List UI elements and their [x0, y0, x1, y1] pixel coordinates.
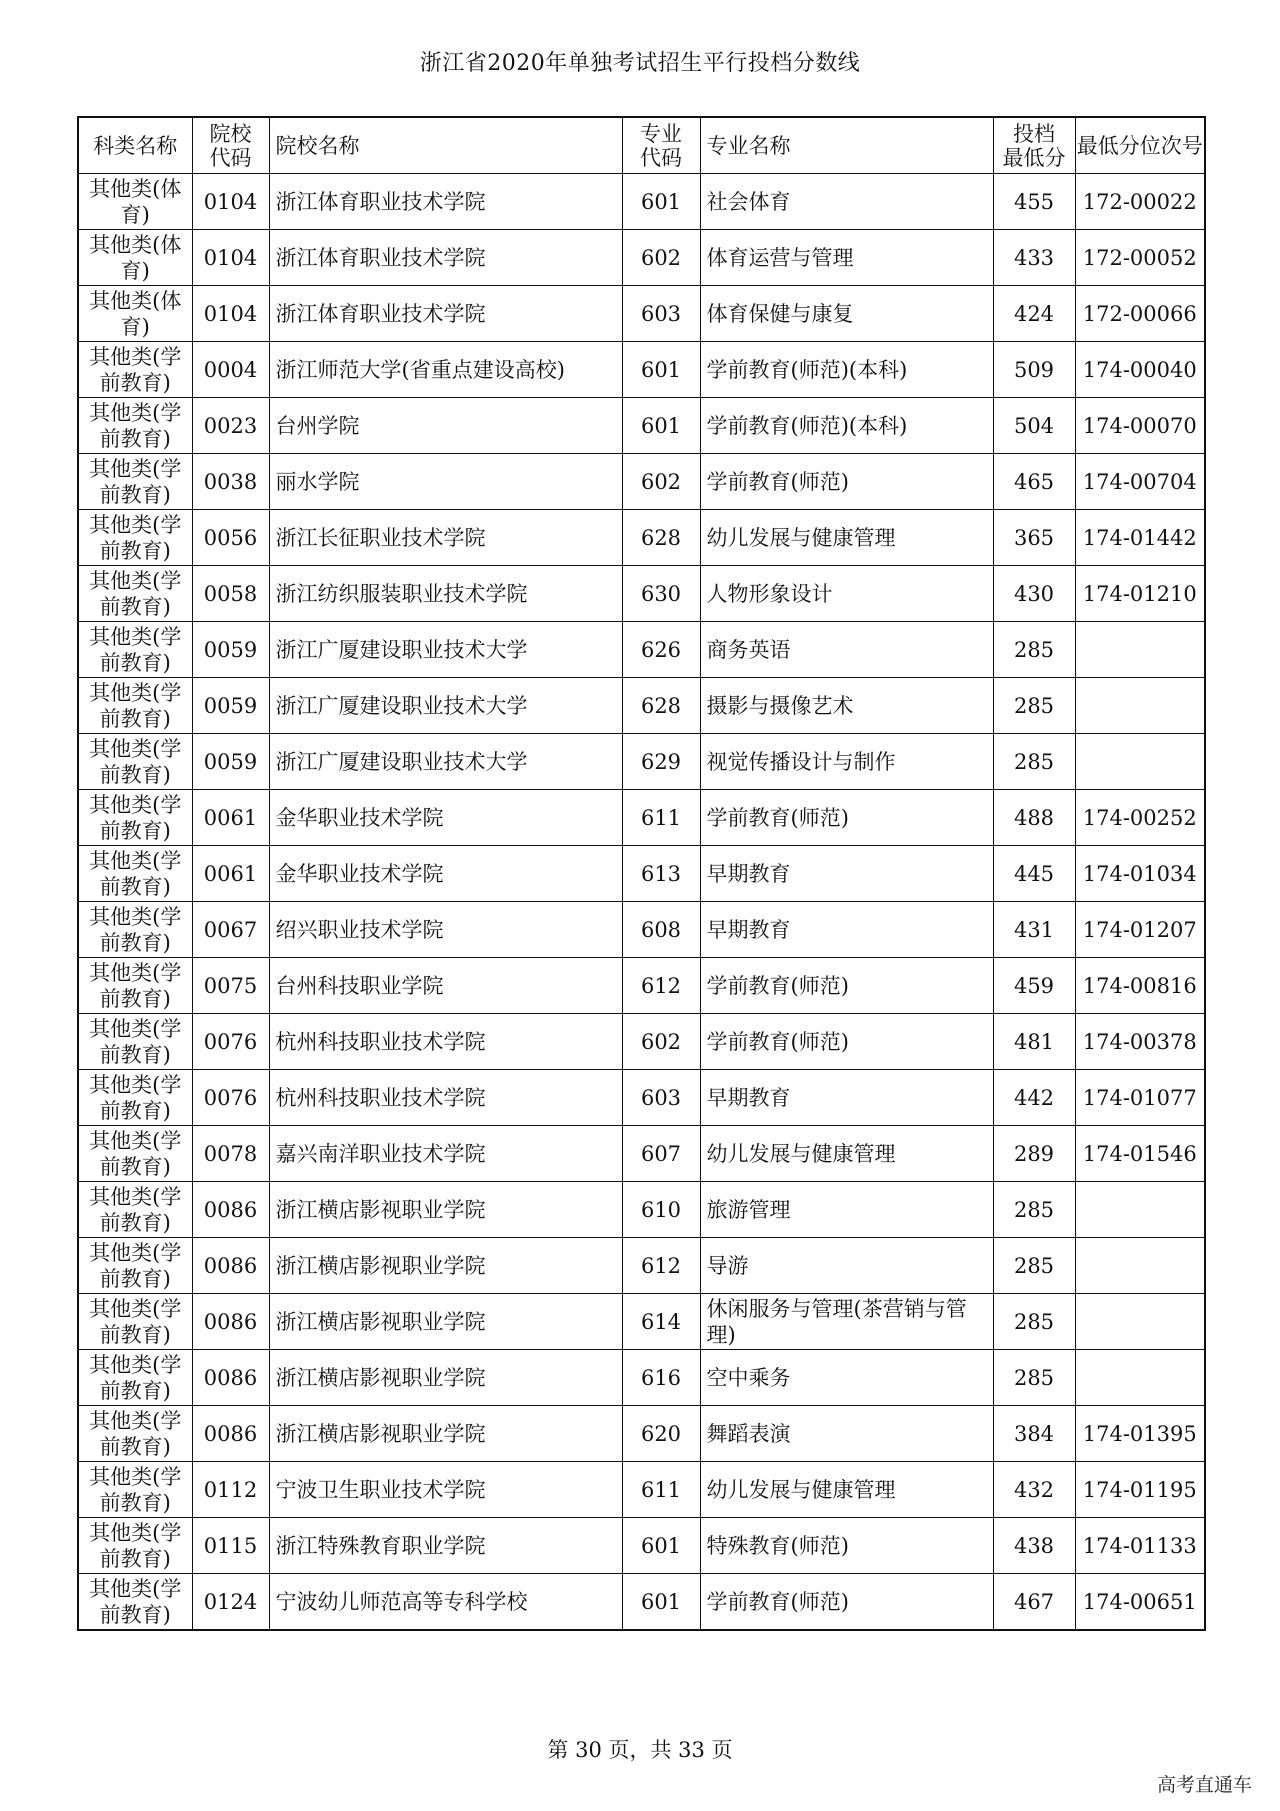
cell-min-rank: [1075, 1238, 1205, 1294]
cell-school-code: 0076: [192, 1014, 269, 1070]
cell-min-rank: 174-01210: [1075, 566, 1205, 622]
cell-min-rank: 172-00022: [1075, 174, 1205, 230]
cell-min-score: 467: [993, 1574, 1075, 1631]
cell-major-name: 舞蹈表演: [700, 1406, 993, 1462]
cell-major-code: 610: [622, 1182, 700, 1238]
cell-min-rank: 174-01442: [1075, 510, 1205, 566]
cell-min-rank: [1075, 1350, 1205, 1406]
cell-school-code: 0023: [192, 398, 269, 454]
table-row: [78, 286, 1205, 342]
cell-category: 其他类(学前教育): [78, 1406, 192, 1462]
cell-category: 其他类(学前教育): [78, 398, 192, 454]
cell-school-code: 0124: [192, 1574, 269, 1631]
cell-school-code: 0086: [192, 1238, 269, 1294]
cell-min-rank: 172-00066: [1075, 286, 1205, 342]
table-row: [78, 958, 1205, 1014]
cell-school-name: 宁波幼儿师范高等专科学校: [269, 1574, 622, 1631]
cell-school-name: 浙江长征职业技术学院: [269, 510, 622, 566]
cell-min-rank: 174-01034: [1075, 846, 1205, 902]
cell-min-score: 285: [993, 678, 1075, 734]
cell-category: 其他类(学前教育): [78, 1238, 192, 1294]
cell-school-code: 0059: [192, 678, 269, 734]
cell-category: 其他类(学前教育): [78, 1126, 192, 1182]
cell-school-code: 0059: [192, 622, 269, 678]
cell-major-code: 629: [622, 734, 700, 790]
cell-min-score: 504: [993, 398, 1075, 454]
cell-school-code: 0086: [192, 1182, 269, 1238]
cell-school-name: 浙江广厦建设职业技术大学: [269, 678, 622, 734]
cell-school-code: 0058: [192, 566, 269, 622]
cell-min-score: 455: [993, 174, 1075, 230]
cell-category: 其他类(学前教育): [78, 1182, 192, 1238]
table-row: [78, 1350, 1205, 1406]
cell-category: 其他类(学前教育): [78, 902, 192, 958]
cell-min-rank: 174-00040: [1075, 342, 1205, 398]
cell-school-name: 浙江横店影视职业学院: [269, 1294, 622, 1350]
cell-major-code: 611: [622, 1462, 700, 1518]
header-school-code: 院校 代码: [192, 117, 269, 174]
cell-major-name: 社会体育: [700, 174, 993, 230]
cell-category: 其他类(体育): [78, 174, 192, 230]
cell-school-code: 0075: [192, 958, 269, 1014]
cell-min-rank: [1075, 1294, 1205, 1350]
table-row: [78, 1126, 1205, 1182]
cell-school-name: 绍兴职业技术学院: [269, 902, 622, 958]
watermark: 高考直通车: [1156, 1774, 1252, 1796]
cell-school-name: 浙江广厦建设职业技术大学: [269, 734, 622, 790]
cell-school-name: 浙江广厦建设职业技术大学: [269, 622, 622, 678]
cell-min-score: 424: [993, 286, 1075, 342]
cell-school-code: 0038: [192, 454, 269, 510]
cell-min-rank: 174-00816: [1075, 958, 1205, 1014]
table-row: [78, 1406, 1205, 1462]
cell-major-name: 学前教育(师范)(本科): [700, 398, 993, 454]
cell-min-score: 438: [993, 1518, 1075, 1574]
table-row: [78, 510, 1205, 566]
cell-school-name: 宁波卫生职业技术学院: [269, 1462, 622, 1518]
cell-school-code: 0076: [192, 1070, 269, 1126]
cell-school-name: 浙江横店影视职业学院: [269, 1182, 622, 1238]
cell-school-name: 浙江体育职业技术学院: [269, 230, 622, 286]
cell-major-code: 611: [622, 790, 700, 846]
table-body: [78, 174, 1205, 1631]
cell-category: 其他类(体育): [78, 286, 192, 342]
cell-min-score: 430: [993, 566, 1075, 622]
table-row: [78, 566, 1205, 622]
table-row: [78, 1462, 1205, 1518]
cell-school-code: 0086: [192, 1294, 269, 1350]
cell-major-name: 幼儿发展与健康管理: [700, 1462, 993, 1518]
cell-school-name: 杭州科技职业技术学院: [269, 1070, 622, 1126]
table-row: [78, 1238, 1205, 1294]
cell-min-rank: 174-00378: [1075, 1014, 1205, 1070]
table-row: [78, 342, 1205, 398]
cell-school-code: 0078: [192, 1126, 269, 1182]
cell-major-name: 学前教育(师范): [700, 1014, 993, 1070]
cell-min-score: 459: [993, 958, 1075, 1014]
cell-school-name: 浙江纺织服装职业技术学院: [269, 566, 622, 622]
cell-school-name: 杭州科技职业技术学院: [269, 1014, 622, 1070]
cell-min-score: 289: [993, 1126, 1075, 1182]
cell-min-rank: 174-00704: [1075, 454, 1205, 510]
cell-category: 其他类(学前教育): [78, 622, 192, 678]
cell-school-code: 0112: [192, 1462, 269, 1518]
cell-major-name: 幼儿发展与健康管理: [700, 1126, 993, 1182]
cell-major-name: 学前教育(师范)(本科): [700, 342, 993, 398]
cell-major-code: 614: [622, 1294, 700, 1350]
cell-major-name: 早期教育: [700, 1070, 993, 1126]
cell-min-score: 285: [993, 1238, 1075, 1294]
cell-min-rank: [1075, 734, 1205, 790]
cell-major-code: 603: [622, 1070, 700, 1126]
table-row: [78, 678, 1205, 734]
cell-category: 其他类(学前教育): [78, 678, 192, 734]
cell-major-name: 导游: [700, 1238, 993, 1294]
table-row: [78, 1070, 1205, 1126]
cell-major-name: 早期教育: [700, 902, 993, 958]
cell-min-rank: 174-01195: [1075, 1462, 1205, 1518]
cell-min-score: 431: [993, 902, 1075, 958]
cell-min-rank: 174-01077: [1075, 1070, 1205, 1126]
cell-min-score: 433: [993, 230, 1075, 286]
cell-category: 其他类(学前教育): [78, 1014, 192, 1070]
cell-major-code: 612: [622, 958, 700, 1014]
cell-min-score: 445: [993, 846, 1075, 902]
cell-major-name: 早期教育: [700, 846, 993, 902]
cell-category: 其他类(学前教育): [78, 1518, 192, 1574]
cell-category: 其他类(学前教育): [78, 846, 192, 902]
cell-category: 其他类(学前教育): [78, 790, 192, 846]
cell-major-code: 616: [622, 1350, 700, 1406]
cell-school-name: 浙江师范大学(省重点建设高校): [269, 342, 622, 398]
cell-min-rank: 174-01207: [1075, 902, 1205, 958]
cell-school-name: 台州学院: [269, 398, 622, 454]
table-row: [78, 734, 1205, 790]
table-row: [78, 230, 1205, 286]
cell-major-code: 628: [622, 678, 700, 734]
cell-major-code: 612: [622, 1238, 700, 1294]
cell-major-code: 628: [622, 510, 700, 566]
cell-category: 其他类(学前教育): [78, 1574, 192, 1631]
cell-min-rank: 172-00052: [1075, 230, 1205, 286]
cell-category: 其他类(体育): [78, 230, 192, 286]
cell-min-rank: [1075, 678, 1205, 734]
cell-school-code: 0104: [192, 230, 269, 286]
cell-major-name: 学前教育(师范): [700, 790, 993, 846]
cell-major-name: 视觉传播设计与制作: [700, 734, 993, 790]
cell-category: 其他类(学前教育): [78, 454, 192, 510]
cell-major-name: 学前教育(师范): [700, 958, 993, 1014]
cell-min-rank: 174-01133: [1075, 1518, 1205, 1574]
table-row: [78, 174, 1205, 230]
cell-school-name: 浙江横店影视职业学院: [269, 1350, 622, 1406]
cell-major-code: 603: [622, 286, 700, 342]
header-major-name: 专业名称: [700, 117, 993, 174]
cell-school-code: 0061: [192, 790, 269, 846]
cell-min-rank: [1075, 622, 1205, 678]
cell-school-code: 0104: [192, 174, 269, 230]
cell-major-name: 学前教育(师范): [700, 1574, 993, 1631]
cell-major-code: 601: [622, 342, 700, 398]
cell-min-rank: 174-00070: [1075, 398, 1205, 454]
cell-major-code: 602: [622, 230, 700, 286]
cell-school-name: 浙江体育职业技术学院: [269, 174, 622, 230]
cell-category: 其他类(学前教育): [78, 1350, 192, 1406]
cell-major-code: 601: [622, 1518, 700, 1574]
cell-min-score: 509: [993, 342, 1075, 398]
cell-min-score: 465: [993, 454, 1075, 510]
cell-school-code: 0115: [192, 1518, 269, 1574]
cell-school-name: 台州科技职业学院: [269, 958, 622, 1014]
cell-major-code: 602: [622, 454, 700, 510]
score-table: [77, 116, 1206, 1631]
table-row: [78, 790, 1205, 846]
table-header-row: [78, 117, 1205, 174]
cell-min-score: 488: [993, 790, 1075, 846]
cell-major-name: 学前教育(师范): [700, 454, 993, 510]
cell-school-name: 金华职业技术学院: [269, 790, 622, 846]
header-category: 科类名称: [78, 117, 192, 174]
cell-min-score: 285: [993, 1182, 1075, 1238]
cell-category: 其他类(学前教育): [78, 1462, 192, 1518]
cell-school-name: 浙江特殊教育职业学院: [269, 1518, 622, 1574]
cell-major-name: 幼儿发展与健康管理: [700, 510, 993, 566]
cell-major-code: 608: [622, 902, 700, 958]
cell-category: 其他类(学前教育): [78, 958, 192, 1014]
table-row: [78, 846, 1205, 902]
table-row: [78, 1294, 1205, 1350]
cell-min-score: 285: [993, 622, 1075, 678]
table-row: [78, 622, 1205, 678]
cell-major-code: 626: [622, 622, 700, 678]
cell-category: 其他类(学前教育): [78, 1294, 192, 1350]
table-row: [78, 1182, 1205, 1238]
cell-major-name: 空中乘务: [700, 1350, 993, 1406]
cell-min-score: 365: [993, 510, 1075, 566]
cell-school-code: 0004: [192, 342, 269, 398]
cell-min-score: 285: [993, 1350, 1075, 1406]
cell-school-name: 金华职业技术学院: [269, 846, 622, 902]
cell-major-code: 601: [622, 1574, 700, 1631]
cell-category: 其他类(学前教育): [78, 566, 192, 622]
cell-school-code: 0086: [192, 1350, 269, 1406]
table-row: [78, 1574, 1205, 1631]
cell-school-name: 浙江横店影视职业学院: [269, 1406, 622, 1462]
table-row: [78, 454, 1205, 510]
cell-school-name: 浙江横店影视职业学院: [269, 1238, 622, 1294]
cell-major-code: 601: [622, 398, 700, 454]
cell-school-code: 0086: [192, 1406, 269, 1462]
table-row: [78, 398, 1205, 454]
cell-category: 其他类(学前教育): [78, 342, 192, 398]
cell-min-score: 481: [993, 1014, 1075, 1070]
cell-major-code: 613: [622, 846, 700, 902]
cell-school-code: 0056: [192, 510, 269, 566]
cell-category: 其他类(学前教育): [78, 510, 192, 566]
cell-school-name: 浙江体育职业技术学院: [269, 286, 622, 342]
cell-major-name: 体育保健与康复: [700, 286, 993, 342]
cell-min-rank: 174-00651: [1075, 1574, 1205, 1631]
cell-school-code: 0104: [192, 286, 269, 342]
cell-major-code: 630: [622, 566, 700, 622]
cell-major-name: 旅游管理: [700, 1182, 993, 1238]
cell-category: 其他类(学前教育): [78, 1070, 192, 1126]
cell-school-name: 嘉兴南洋职业技术学院: [269, 1126, 622, 1182]
cell-major-code: 602: [622, 1014, 700, 1070]
cell-major-code: 607: [622, 1126, 700, 1182]
cell-school-code: 0061: [192, 846, 269, 902]
cell-min-score: 442: [993, 1070, 1075, 1126]
cell-major-name: 特殊教育(师范): [700, 1518, 993, 1574]
header-major-code: 专业 代码: [622, 117, 700, 174]
cell-major-name: 体育运营与管理: [700, 230, 993, 286]
page-title: 浙江省2020年单独考试招生平行投档分数线: [419, 51, 861, 76]
cell-major-name: 休闲服务与管理(茶营销与管理): [700, 1294, 993, 1350]
cell-major-name: 商务英语: [700, 622, 993, 678]
cell-school-name: 丽水学院: [269, 454, 622, 510]
cell-major-name: 人物形象设计: [700, 566, 993, 622]
cell-min-score: 432: [993, 1462, 1075, 1518]
cell-min-rank: 174-01546: [1075, 1126, 1205, 1182]
table-row: [78, 1518, 1205, 1574]
cell-school-code: 0059: [192, 734, 269, 790]
cell-major-code: 601: [622, 174, 700, 230]
cell-min-score: 285: [993, 734, 1075, 790]
cell-min-rank: [1075, 1182, 1205, 1238]
cell-school-code: 0067: [192, 902, 269, 958]
header-min-rank: 最低分位次号: [1075, 117, 1205, 174]
cell-category: 其他类(学前教育): [78, 734, 192, 790]
header-min-score: 投档 最低分: [993, 117, 1075, 174]
table-row: [78, 902, 1205, 958]
cell-major-name: 摄影与摄像艺术: [700, 678, 993, 734]
cell-min-score: 384: [993, 1406, 1075, 1462]
cell-min-score: 285: [993, 1294, 1075, 1350]
table-row: [78, 1014, 1205, 1070]
cell-min-rank: 174-00252: [1075, 790, 1205, 846]
cell-major-code: 620: [622, 1406, 700, 1462]
cell-min-rank: 174-01395: [1075, 1406, 1205, 1462]
header-school-name: 院校名称: [269, 117, 622, 174]
page-number: 第 30 页，共 33 页: [547, 1738, 733, 1762]
